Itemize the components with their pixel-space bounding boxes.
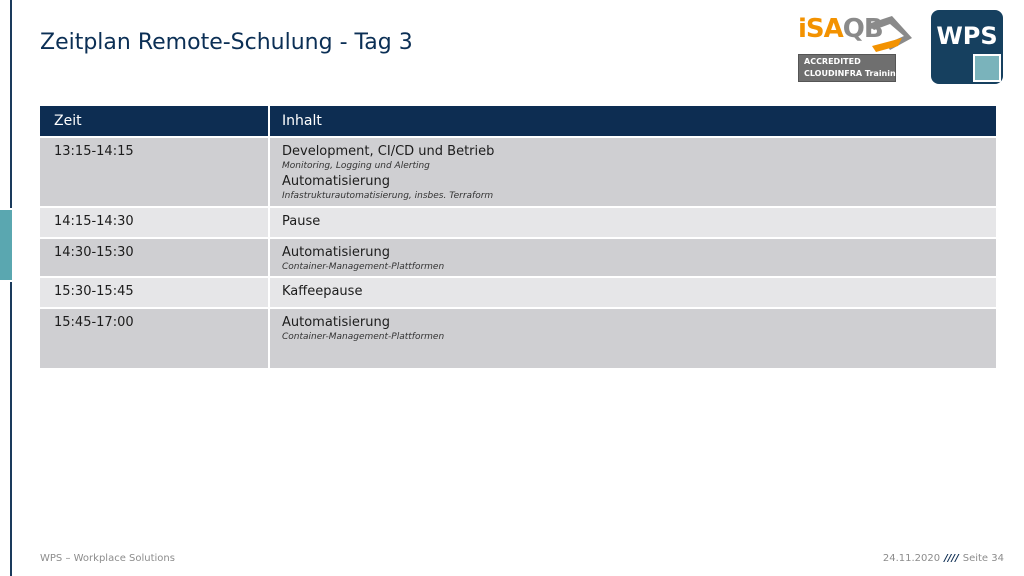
time-cell: 14:30-15:30 (40, 239, 270, 276)
header-inhalt: Inhalt (282, 113, 322, 129)
isaqb-logo (796, 10, 916, 84)
content-title: Automatisierung (282, 315, 390, 330)
content-cell (270, 239, 996, 276)
table-header (40, 106, 996, 136)
footer-page-info (883, 553, 1004, 564)
time-cell: 14:15-14:30 (40, 208, 270, 237)
isaqb-badge-line2: CLOUDINFRA Training (804, 69, 902, 78)
table-row (40, 206, 996, 237)
time-cell: 13:15-14:15 (40, 138, 270, 206)
time-cell: 15:30-15:45 (40, 278, 270, 307)
content-subtitle: Infastrukturautomatisierung, insbes. Terraform (282, 191, 494, 201)
content-title: Pause (282, 214, 321, 229)
table-row (40, 237, 996, 276)
content-title: Kaffeepause (282, 284, 363, 299)
left-accent-bar (0, 208, 12, 282)
isaqb-swoosh-icon (868, 16, 912, 52)
content-title: Automatisierung (282, 174, 390, 189)
content-cell (270, 309, 996, 368)
footer-separator: //// (944, 553, 959, 564)
wps-logo-text: WPS (936, 22, 998, 50)
footer-page-number: Seite 34 (962, 553, 1004, 564)
content-title: Automatisierung (282, 245, 390, 260)
header-zeit: Zeit (40, 106, 270, 136)
content-cell (270, 208, 996, 237)
content-subtitle: Container-Management-Plattformen (282, 262, 445, 272)
footer-company: WPS – Workplace Solutions (40, 553, 175, 564)
content-subtitle: Monitoring, Logging und Alerting (282, 161, 430, 171)
content-cell (270, 278, 996, 307)
slide-title: Zeitplan Remote-Schulung - Tag 3 (40, 30, 413, 55)
table-row (40, 276, 996, 307)
table-row (40, 307, 996, 368)
wps-logo (931, 10, 1003, 84)
table-row (40, 136, 996, 206)
left-border-line (10, 0, 12, 576)
wps-logo-square (973, 54, 1001, 82)
schedule-table (40, 106, 996, 368)
time-cell: 15:45-17:00 (40, 309, 270, 368)
content-title: Development, CI/CD und Betrieb (282, 144, 495, 159)
content-cell (270, 138, 996, 206)
content-subtitle: Container-Management-Plattformen (282, 332, 445, 342)
isaqb-badge-line1: ACCREDITED (804, 57, 861, 66)
isaqb-accredited-badge (798, 54, 902, 82)
isaqb-wordmark: iSAQB (798, 14, 883, 44)
footer-date: 24.11.2020 (882, 553, 941, 564)
